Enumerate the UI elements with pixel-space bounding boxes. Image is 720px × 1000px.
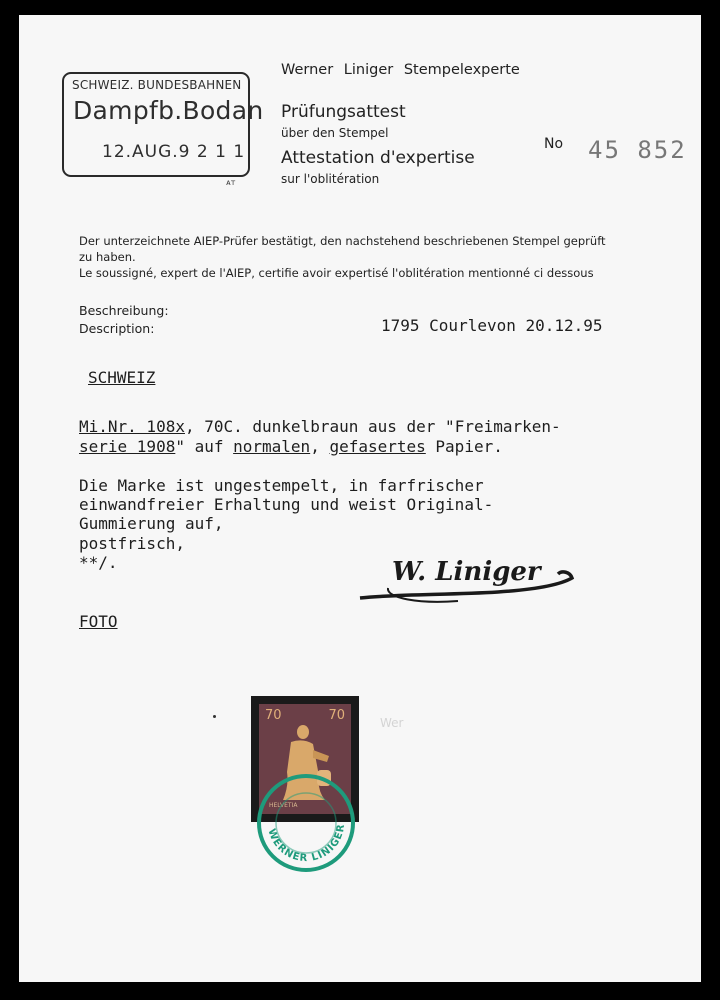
catalog-ref: Mi.Nr. 108x: [79, 417, 185, 436]
expert-title: Stempelexperte: [403, 62, 520, 78]
signature-text: W. Liniger: [392, 557, 541, 587]
subtitle-fr: sur l'oblitération: [281, 172, 380, 186]
postmark-line3: 12.AUG.9 2 1 1: [102, 142, 246, 162]
para2-line4: postfrisch,: [79, 534, 185, 553]
intro-de-line2: zu haben.: [79, 250, 136, 264]
certificate-number: 45 852: [588, 136, 687, 164]
title-fr: Attestation d'expertise: [281, 148, 475, 168]
stamp-country: HELVETIA: [269, 802, 298, 809]
postmark-line2: Dampfb.Bodan: [73, 96, 264, 125]
body-line2-f: Papier.: [425, 437, 503, 456]
postmark-small-mark: ᴀᴛ: [226, 178, 236, 187]
country-heading: SCHWEIZ: [88, 368, 156, 387]
ghost-mark: Wer: [380, 716, 404, 730]
speck: [213, 715, 216, 718]
description-label-fr: Description:: [79, 321, 155, 336]
signature: [358, 548, 578, 618]
body-line1: [79, 417, 561, 436]
para2-line5: **/.: [79, 553, 118, 572]
intro-fr-line: Le soussigné, expert de l'AIEP, certifie avoir expertisé l'oblitération mentionné ci dessous: [79, 266, 594, 280]
expert-header: [281, 62, 520, 78]
para2-line2: einwandfreier Erhaltung und weist Original-: [79, 495, 494, 514]
expert-name: Werner Liniger: [281, 62, 394, 78]
body-line2-d: ,: [310, 437, 330, 456]
paper-type: normalen: [233, 437, 311, 456]
seal-text: WERNER LINIGER: [265, 822, 348, 865]
subtitle-de: über den Stempel: [281, 126, 389, 140]
photo-label: FOTO: [79, 612, 118, 631]
title-de: Prüfungsattest: [281, 102, 406, 122]
body-line2-b: " auf: [175, 437, 234, 456]
description-value: 1795 Courlevon 20.12.95: [381, 316, 603, 335]
postmark-box: [62, 72, 264, 177]
description-label-de: Beschreibung:: [79, 303, 169, 318]
intro-de-line1: Der unterzeichnete AIEP-Prüfer bestätigt, den nachstehend beschriebenen Stempel geprüft: [79, 234, 606, 248]
stamp-value-left: 70: [265, 708, 282, 723]
series-ref: serie 1908: [79, 437, 176, 456]
stamp-value-right: 70: [328, 708, 345, 723]
paper-fiber: gefasertes: [329, 437, 426, 456]
para2-line3: Gummierung auf,: [79, 514, 224, 533]
para2-line1: Die Marke ist ungestempelt, in farfrischer: [79, 476, 484, 495]
body-line2: [79, 437, 503, 456]
certificate-number-label: No: [544, 136, 564, 152]
postmark-line1: SCHWEIZ. BUNDESBAHNEN: [72, 78, 242, 92]
body-line1-rest: , 70C. dunkelbraun aus der "Freimarken-: [184, 417, 561, 436]
expert-seal-icon: [254, 771, 358, 875]
